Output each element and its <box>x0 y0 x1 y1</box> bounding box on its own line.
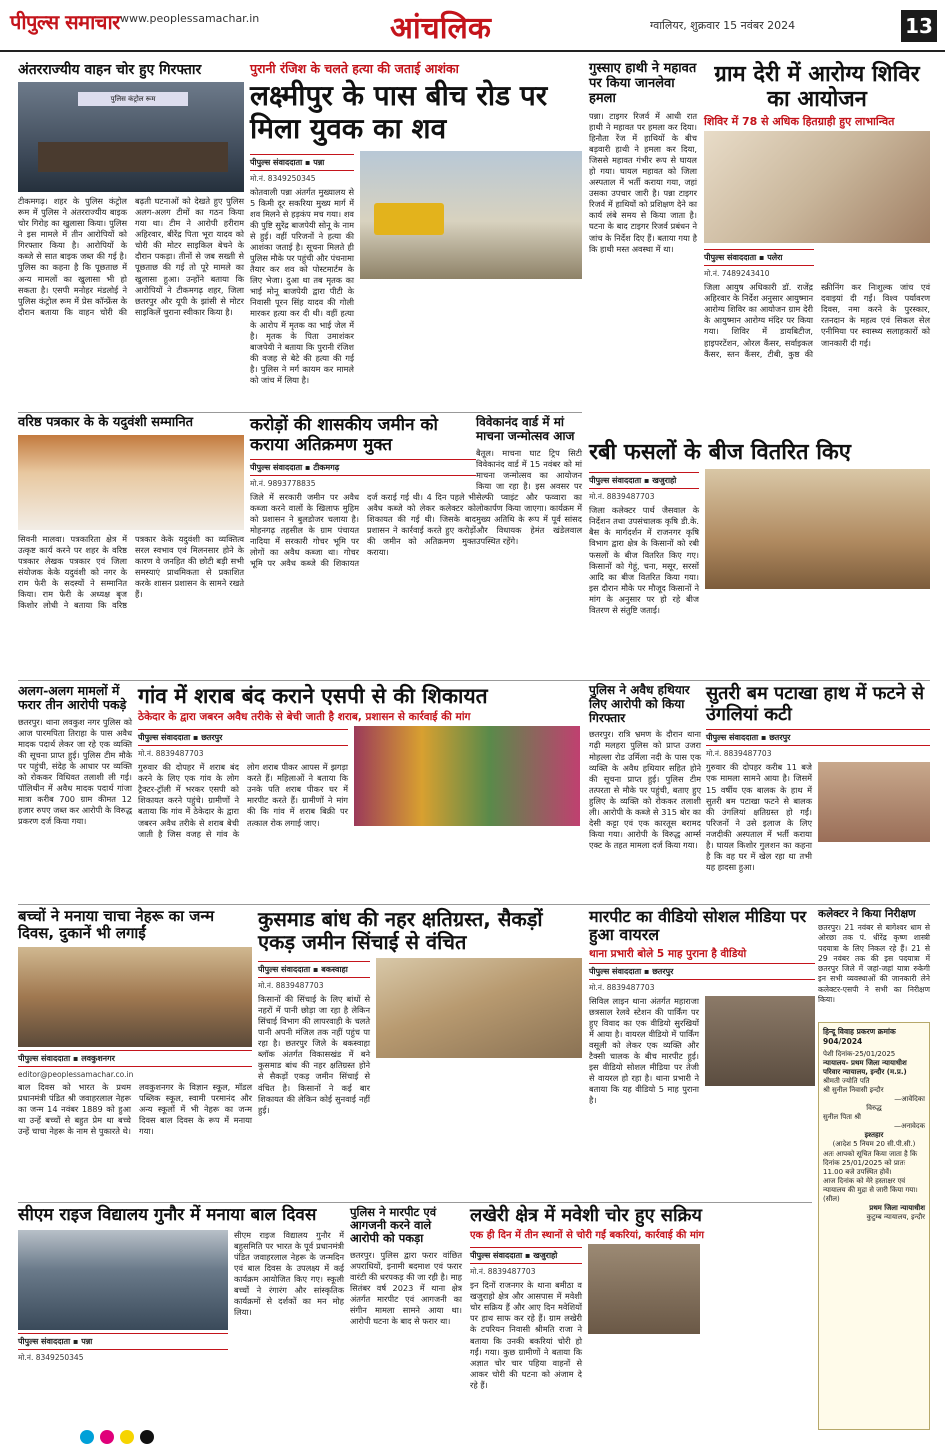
headline: लक्ष्मीपुर के पास बीच रोड पर मिला युवक का शव <box>250 79 548 145</box>
rule <box>18 412 582 413</box>
story-text: जिला आयुष अधिकारी डॉ. राजेंद्र अहिरवार के निर्देश अनुसार आयुष्मान आरोग्य शिविर का आयोजन ग्राम देरी के आयुष्मान आरोग्य मंदिर पर किया गया। शिविर में डायबिटीज, हाइपरटेंशन, ओरल कैंसर, सर्वाइकल कैंसर, स्तन कैंसर, टीबी, कुष्ठ की स्क्रीनिंग कर निःशुल्क जांच एवं दवाइयां दी गईं। विश्व पर्यावरण दिवस, नमा करने के पुरस्कार, रतनदान के महत्व एवं सिकल सेल एनीमिया पर स्वास्थ्य सलाहकारों को जानकारी दी गई। <box>704 282 930 359</box>
byline: पीपुल्स संवाददाता <box>470 1251 523 1261</box>
email: editor@peoplessamachar.co.in <box>18 1069 134 1079</box>
byline: पीपुल्स संवाददाता <box>589 966 642 976</box>
subhead: थाना प्रभारी बोले 5 माह पुराना है वीडियो <box>589 947 747 960</box>
headline: सीएम राइज विद्यालय गुनौर में मनाया बाल दिवस <box>18 1205 317 1225</box>
story-text: छतरपुर। रात्रि भ्रमण के दौरान थाना गढ़ी मलहरा पुलिस को प्राप्त उजरा मोहल्ला रोड उर्मिला नदी के पास एक व्यक्ति के अवैध हथियार सहित होने की सूचना प्राप्त हुई। पुलिस टीम तत्परता से मौके पर पहुंची, बताए हुए हुलिए के व्यक्ति को रोककर तलाशी ली। आरोपी के कब्जे से 315 बोर का देसी कट्टा एवं एक कारतूस बरामद किया गया। आरोपी के विरुद्ध आर्म्स एक्ट के तहत मामला दर्ज किया गया। <box>589 729 701 851</box>
story-illegal-weapon <box>589 684 701 900</box>
headline: सुतरी बम पटाखा हाथ में फटने से उंगलियां कटी <box>706 683 925 725</box>
registration-dot-cyan <box>80 1430 94 1444</box>
phone: मो.नं. 9893778835 <box>250 479 316 489</box>
story-body-found <box>250 62 582 408</box>
byline: पीपुल्स संवाददाता <box>18 1336 71 1346</box>
ad-line: श्रीमती ज्योति पति <box>823 1076 870 1085</box>
phone: मो.नं. 8349250345 <box>250 173 316 183</box>
headline: करोड़ों की शासकीय जमीन को कराया अतिक्रमण मुक्त <box>250 415 438 455</box>
story-viral-video <box>589 908 815 1184</box>
table-shape <box>38 142 228 172</box>
story-text: जिला कलेक्टर पार्थ जैसवाल के निर्देशन तथा उपसंचालक कृषि डी.के. बैस के मार्गदर्शन में राजनगर कृषि विभाग द्वारा क्षेत्र के किसानों को रबी फसलों के बीज वितरित किए गए। किसानों को गेहूं, चना, मसूर, सरसों आदि का बीज वितरित किया गया। इस दौरान मौके पर मौजूद किसानों ने मांग के अनुसार पर हो रहे बीज वितरण से संतुष्टि जताई। <box>589 505 699 615</box>
ad-title: हिन्दू विवाह प्रकरण क्रमांक 904/2024 <box>823 1027 896 1046</box>
ad-line: (आदेश 5 नियम 20 सी.पी.सी.) <box>832 1140 916 1149</box>
story-liquor-complaint <box>138 684 582 900</box>
ad-line: प्रथम जिला न्यायाधीश <box>869 1204 925 1213</box>
story-text: गुरुवार की दोपहर में शराब बंद करने के लिए एक गांव के लोग ट्रैक्टर-ट्रॉली में भरकर एसपी को शिकायत करने पहुंचे। ग्रामीणों ने बताया कि गांव में ठेकेदार के द्वारा जबरन अवैध तरीके से शराब बेची जाती है जिस वजह से गांव के लोग शराब पीकर आपस में झगड़ा करते हैं। महिलाओं ने बताया कि उनके पति शराब पीकर घर में मारपीट करते हैं। ग्रामीणों ने मांग की कि गांव में शराब बिक्री पर तत्काल रोक लगाई जाए। <box>138 762 348 839</box>
story-text: पन्ना। टाइगर रिजर्व में आधी रात हाथी ने महावत पर हमला कर दिया। हिनौता रेंज में हाथियों के बीच बड़वारी हाथी ने हमला कर दिया, जिससे महावत गंभीर रूप से घायल हो गया। घायल महावत को जिला अस्पताल में भर्ती कराया गया, जहां उसका उपचार जारी है। पन्ना टाइगर रिजर्व में हाथियों को प्रशिक्षण देने का कार्य लंबे समय से किया जाता है। घटना के बाद टाइगर रिजर्व प्रबंधन ने जांच के निर्देश दिए हैं। बताया गया है कि हाथी मस्त अवस्था में था। <box>589 110 697 254</box>
story-firecracker-injury <box>706 684 930 900</box>
phone: मो.नं. 8839487703 <box>138 749 204 759</box>
story-seed-distribution <box>589 440 930 678</box>
headline: गांव में शराब बंद कराने एसपी से की शिकायत <box>138 684 488 708</box>
headline: कलेक्टर ने किया निरीक्षण <box>818 908 916 920</box>
rule <box>18 680 930 681</box>
story-journalist-honored <box>18 416 244 676</box>
headline: लखेरी क्षेत्र में मवेशी चोर हुए सक्रिय <box>470 1205 702 1226</box>
ad-line: परिवार न्यायालय, इन्दौर (म.प्र.) <box>823 1067 907 1076</box>
story-text: सिवनी मालवा। पत्रकारिता क्षेत्र में उत्कृष्ट कार्य करने पर शहर के वरिष्ठ पत्रकार लेखक पत्रकार एवं जिला संयोजक केके यदुवंशी को नगर के राम फेरी के सदस्यों ने सम्मानित किया। राम फेरी के अध्यक्ष बृज किशोर लोधी ने बताया कि वरिष्ठ पत्रकार केके यदुवंशी का व्यक्तित्व सरल स्वभाव एवं मिलनसार होने के कारण वे जनहित की छोटी बड़ी सभी समस्याएं प्राथमिकता से प्रकाशित करके शासन प्रशासन के सामने रखते हैं। <box>18 533 244 611</box>
story-text: छतरपुर। पुलिस द्वारा फरार वांछित अपराधियों, इनामी बदमाश एवं फरार वारंटी की धरपकड़ की जा रही है। माह सितंबर वर्ष 2023 में थाना क्षेत्र अंतर्गत मारपीट एवं आगजनी का संगीन मामला सामने आया था। आरोपी घटना के बाद से फरार था। <box>350 1249 462 1327</box>
byline: पीपुल्स संवाददाता <box>250 157 303 167</box>
headline: पुलिस ने मारपीट एवं आगजनी करने वाले आरोपी को पकड़ा <box>350 1205 437 1246</box>
headline: पुलिस ने अवैध हथियार लिए आरोपी को किया गिरफ्तार <box>589 683 690 725</box>
ad-line: अतः आपको सूचित किया जाता है कि दिनांक 25/01/2025 को प्रातः 11.00 बजे उपस्थित होवें। <box>823 1149 918 1176</box>
byline-row: पीपुल्स संवाददाता ▪ खजुराहो <box>470 1247 582 1264</box>
ad-line: आज दिनांक को मेरे हस्ताक्षर एवं न्यायालय की मुद्रा से जारी किया गया। <box>823 1176 918 1194</box>
school-fair-photo <box>18 947 252 1047</box>
story-elephant-attack <box>589 62 697 436</box>
byline-row: पीपुल्स संवाददाता ▪ खजुराहो <box>589 472 699 489</box>
byline-row: पीपुल्स संवाददाता ▪ पलेरा <box>704 249 814 266</box>
story-cattle-thieves <box>470 1206 812 1428</box>
story-text: गुरुवार की दोपहर करीब 11 बजे एक मामला सामने आया है। जिसमें 15 वर्षीय एक बालक के हाथ में सुतरी बम पटाखा फटने से बालक की उंगलियां क्षतिग्रस्त हो गईं। परिजनों ने उसे इलाज के लिए नजदीकी अस्पताल में भर्ती कराया है। घायल किशोर गुलशन का कहना है कि वह घर में खेल रहा था तभी यह हादसा हुआ। <box>706 762 812 872</box>
byline-row: पीपुल्स संवाददाता ▪ छतरपुर <box>138 729 348 746</box>
school-bus-shape <box>374 203 444 235</box>
ad-line: न्यायालय- प्रथम जिला न्यायाधीश <box>823 1058 907 1067</box>
story-childrens-day-shops <box>18 908 252 1198</box>
phone: मो.नं. 8839487703 <box>589 982 655 992</box>
headline: वरिष्ठ पत्रकार के के यदुवंशी सम्मानित <box>18 415 194 430</box>
rule <box>18 904 930 905</box>
felicitation-photo <box>18 435 244 530</box>
story-machna-festival <box>476 416 582 676</box>
story-cm-rise-school <box>18 1206 344 1428</box>
story-arson-accused <box>350 1206 462 1428</box>
health-camp-photo <box>704 131 930 243</box>
story-text: सीएम राइज विद्यालय गुनौर में बहुसमिति पर भारत के पूर्व प्रधानमंत्री पंडित जवाहरलाल नेहरू के जन्मदिन एवं बाल दिवस के उपलक्ष्य में कई कार्यक्रम आयोजित किए गए। स्कूली बच्चों ने रंगारंग और सांस्कृतिक कार्यक्रमों से दर्शकों का मन मोह लिया। <box>234 1229 344 1317</box>
byline: पीपुल्स संवाददाता <box>138 733 191 743</box>
ad-line: सुनील पिता श्री <box>823 1113 861 1122</box>
byline: पीपुल्स संवाददाता <box>18 1053 71 1063</box>
byline-row: पीपुल्स संवाददाता ▪ छतरपुर <box>589 963 815 980</box>
byline: पीपुल्स संवाददाता <box>706 733 759 743</box>
byline-row: पीपुल्स संवाददाता ▪ पन्ना <box>18 1333 228 1350</box>
registration-dot-black <box>140 1430 154 1444</box>
story-text: जिले में सरकारी जमीन पर अवैध कब्जा करने वालों के खिलाफ मुहिम को प्रशासन ने बुलडोजर चलाया है। मोहनगढ़ तहसील के ग्राम पंचायत नादिया में सरकारी गोचर भूमि पर लोगों का अवैध कब्जा था। गोचर भूमि पर अवैध कब्जे की शिकायत दर्ज कराई गई थी। 4 दिन पहले भी अवैध कब्जे को लेकर कलेक्टर को शिकायत की गई थी। जिसके बाद प्रशासन ने कार्रवाई करते हुए करोड़ों की जमीन को अतिक्रमण मुक्त कराया। <box>250 492 476 569</box>
story-text: सिविल लाइन थाना अंतर्गत महाराजा छत्रसाल रेलवे स्टेशन की पार्किंग पर हुए विवाद का एक वीडियो सुरखियों में आया है। वायरल वीडियो में पार्किंग वसूली को लेकर एक व्यक्ति और टैक्सी चालक के बीच मारपीट हुई। इस वीडियो सोशल मीडिया पर तेजी से वायरल हो रहा है। थाना प्रभारी ने बताया कि यह वीडियो 5 माह पुराना है। <box>589 995 699 1106</box>
headline: गुस्साए हाथी ने महावत पर किया जानलेवा हमला <box>589 61 697 106</box>
headline: बच्चों ने मनाया चाचा नेहरू का जन्म दिवस, दुकानें भी लगाईं <box>18 907 215 943</box>
page-number: 13 <box>901 10 937 42</box>
headline: विवेकानंद वार्ड में मां माचना जन्मोत्सव आज <box>476 415 575 443</box>
story-collector-inspection <box>818 908 930 1018</box>
story-encroachment <box>250 416 476 676</box>
goats-photo <box>588 1244 700 1334</box>
byline-place: टीकमगढ़ <box>313 463 340 473</box>
story-text: किसानों की सिंचाई के लिए बांधों से नहरों में पानी छोड़ा जा रहा है लेकिन सिंचाई विभाग की लापरवाही के चलते पानी अपनी मंजिल तक नहीं पहुंच पा रहा है। छतरपुर जिले के बकस्वाहा ब्लॉक अंतर्गत विकासखंड में बने कुसमाड बांध की नहर क्षतिग्रस्त होने से सैकड़ों एकड़ जमीन सिंचाई से वंचित है। किसानों ने कई बार शिकायत की लेकिन कोई सुनवाई नहीं हुई। <box>258 994 370 1115</box>
seed-distribution-photo <box>705 469 930 589</box>
villagers-photo <box>354 726 580 826</box>
story-text: छतरपुर। 21 नवंबर से बागेश्वर धाम से ओरछा तक पं. धीरेंद्र कृष्ण शास्त्री पदयात्रा के लिए निकल रहे हैं। 21 से 29 नवंबर तक की इस पदयात्रा में छतरपुर जिले में जहां-जहां यात्रा रुकेगी इन सभी व्यवस्थाओं की जानकारी लेने कलेक्टर-एसपी ने सभी का निरीक्षण किया। <box>818 923 930 1004</box>
ad-line: —अनावेदक <box>893 1122 925 1131</box>
section-title: आंचलिक <box>390 11 491 46</box>
students-photo <box>18 1230 228 1330</box>
byline-place: बकस्वाहा <box>321 965 348 974</box>
phone: मो.नं. 8839487703 <box>258 981 324 990</box>
fight-video-still <box>705 996 815 1086</box>
page-header <box>0 0 945 52</box>
phone: मो.नं. 8839487703 <box>589 492 655 502</box>
byline-place: पलेरा <box>767 253 783 263</box>
byline-place: छतरपुर <box>201 733 223 743</box>
headline: कुसमाड बांध की नहर क्षतिग्रस्त, सैकड़ों एकड़ जमीन सिंचाई से वंचित <box>258 907 543 954</box>
ad-line: श्री सुनील निवासी इन्दौर <box>823 1085 884 1094</box>
headline: रबी फसलों के बीज वितरित किए <box>589 440 851 465</box>
registration-dot-magenta <box>100 1430 114 1444</box>
story-text: कोतवाली पन्ना अंतर्गत मुख्यालय से 5 किमी दूर सकरिया मुख्य मार्ग में शव मिलने से हड़कंप मच गया। शव की पुष्टि सुरेंद्र बाजपेयी सोनू के नाम से हुई। वहीं परिजनों ने हत्या की आशंका जताई है। सूचना मिलते ही पुलिस मौके पर पहुंची और पंचनामा तैयार कर शव को पोस्टमार्टम के लिए भेजा। दुआ था तब मृतक का भाई मोनू बाजपेयी द्वारा पीटी के निवासी पूरन सिंह यादव की गोली मारकर हत्या कर दी थी। वहीं हत्या के आरोप में मृतक का भाई जेल में है। मृतक के पिता उमाशंकर बाजपेयी ने बताया कि पुरानी रंजिश की वजह से बेटे की हत्या की गई है। पुलिस ने मर्ग कायम कर मामले को जांच में लिया है। <box>250 186 354 385</box>
byline: पीपुल्स संवाददाता <box>704 253 757 263</box>
legal-notice-ad <box>818 1022 930 1430</box>
headline: अंतरराज्यीय वाहन चोर हुए गिरफ्तार <box>18 62 202 78</box>
story-vehicle-thieves <box>18 62 244 408</box>
press-conference-photo <box>18 82 244 192</box>
byline-place: लवकुशनगर <box>81 1053 115 1063</box>
headline: मारपीट का वीडियो सोशल मीडिया पर हुआ वायरल <box>589 907 807 945</box>
byline-place: पन्ना <box>313 157 325 167</box>
story-text: इन दिनों राजनगर के थाना बमीठा व खजुराहो क्षेत्र और आसपास में मवेशी चोर सक्रिय हैं और आए दिन मवेशियों पर हाथ साफ कर रहे हैं। ग्राम लखेरी के टपरियन निवासी श्रीमति राजा ने बताया कि उनकी बकरियां चोरी हो गईं। गया। कुछ ग्रामीणों ने बताया कि अज्ञात चोर चार पहिया वाहनों से आकर चोरी की घटना को अंजाम दे रहे हैं। <box>470 1280 582 1390</box>
byline: पीपुल्स संवाददाता <box>589 476 642 486</box>
registration-dot-yellow <box>120 1430 134 1444</box>
story-text: छतरपुर। थाना लवकुश नगर पुलिस को आज पारमपिता तिराहा के पास अवैध मादक पदार्थ लेकर जा रहे एक व्यक्ति की सूचना प्राप्त हुई। पुलिस टीम मौके पर पहुंची, संदेह के आधार पर व्यक्ति को रोककर विधिवत तलाशी ली गई। पॉलिथीन में अवैध मादक पदार्थ गांजा मात्रा करीब 700 ग्राम कीमत 12 हजार रुपए जब्त कर आरोपी के विरुद्ध प्रकरण दर्ज किया गया। <box>18 716 132 827</box>
byline-row: पीपुल्स संवाददाता ▪ टीकमगढ़ <box>250 459 476 476</box>
byline: पीपुल्स संवाददाता <box>258 965 311 974</box>
ad-line: विरुद्ध <box>866 1104 882 1113</box>
story-health-camp <box>704 62 930 438</box>
phone: मो.नं. 7489243410 <box>704 269 770 279</box>
headline: ग्राम देरी में आरोग्य शिविर का आयोजन <box>714 62 920 113</box>
byline-place: खजुराहो <box>652 476 677 486</box>
byline-place: खजुराहो <box>533 1251 558 1261</box>
ad-line: (सील) <box>823 1195 840 1203</box>
byline-place: पन्ना <box>81 1336 93 1346</box>
byline-row: पीपुल्स संवाददाता ▪ बकस्वाहा <box>258 961 370 978</box>
subhead: ठेकेदार के द्वारा जबरन अवैध तरीके से बेची जाती है शराब, प्रशासन से कार्रवाई की मांग <box>138 711 471 724</box>
byline-row: पीपुल्स संवाददाता ▪ पन्ना <box>250 154 354 171</box>
dateline: ग्वालियर, शुक्रवार 15 नवंबर 2024 <box>650 19 796 32</box>
subhead: शिविर में 78 से अधिक हितग्राही हुए लाभान्वित <box>704 114 895 128</box>
ad-line: इश्तहार <box>864 1131 884 1140</box>
story-text: बाल दिवस को भारत के प्रथम प्रधानमंत्री पंडित श्री जवाहरलाल नेहरू का जन्म 14 नवंबर 1889 को हुआ था उन्हें बच्चों से बहुत प्रेम था बच्चे उन्हें चाचा नेहरू के नाम से पुकारते थे। लवकुशनगर के विज्ञान स्कूल, मॉडल पब्लिक स्कूल, स्वामी परमानंद और अन्य स्कूलों में भी नेहरू का जन्म दिवस बाल दिवस के रूप में मनाया गया। <box>18 1081 252 1136</box>
phone: मो.नं. 8839487703 <box>706 749 772 759</box>
story-three-arrested <box>18 684 132 900</box>
story-canal-damage <box>258 908 582 1198</box>
byline-place: छतरपुर <box>769 733 791 743</box>
logo-text: पीपुल्स समाचार <box>10 10 120 34</box>
phone: मो.नं. 8349250345 <box>18 1352 84 1362</box>
byline: पीपुल्स संवाददाता <box>250 463 303 473</box>
phone: मो.नं. 8839487703 <box>470 1267 536 1277</box>
ad-line: पेशी दिनांक-25/01/2025 <box>823 1049 896 1058</box>
website-url: www.peoplessamachar.in <box>120 12 260 25</box>
byline-row: पीपुल्स संवाददाता ▪ लवकुशनगर <box>18 1050 252 1067</box>
subhead: एक ही दिन में तीन स्थानों से चोरी गईं बकरियां, कार्रवाई की मांग <box>470 1229 705 1241</box>
rule <box>18 1202 812 1203</box>
byline-row: पीपुल्स संवाददाता ▪ छतरपुर <box>706 729 930 746</box>
injured-boy-photo <box>818 762 930 842</box>
photo-banner-label: पुलिस कंट्रोल रूम <box>78 92 188 106</box>
headline: अलग-अलग मामलों में फरार तीन आरोपी पकड़े <box>18 683 127 713</box>
ad-line: कुटुम्ब न्यायालय, इन्दौर <box>866 1213 925 1222</box>
byline-place: छतरपुर <box>652 966 674 976</box>
damaged-canal-photo <box>376 958 582 1058</box>
story-text: टीकमगढ़। शहर के पुलिस कंट्रोल रूम में पुलिस ने अंतरराज्यीय बाइक चोर गिरोह का खुलासा किया। पुलिस ने इस मामले में तीन आरोपियों को गिरफ्तार किया है। आरोपियों के कब्जे से सात बाइक जब्त की गई है। पुलिस का कहना है कि पूछताछ में अन्य मामलों का खुलासा भी हो सकता है। एसपी मनोहर मंडलोई ने पुलिस कंट्रोल रूम में प्रेस कॉन्फ्रेंस के दौरान बताया कि वाहन चोरी की बढ़ती घटनाओं को देखते हुए पुलिस अलग-अलग टीमों का गठन किया गया था। टीम ने आरोपी हरीराम अहिरवार, बीरेंद्र पिता भूरा यादव को चोरी की मोटर साइकिल बेचने के दौरान पकड़ा। तीनों से जब सख्ती से पूछताछ की गई तो पूरे मामले का खुलासा हुआ। उन्होंने बताया कि आरोपियों ने टीकमगढ़ शहर, जिला छतरपुर और यूपी के झांसी से मोटर साइकिलें चुराना स्वीकार किया है। <box>18 196 244 317</box>
story-text: बैतूल। माचना घाट ट्रिप सिटी विवेकानंद वार्ड में 15 नवंबर को मां माचना जन्मोत्सव का आयोजन किया जा रहा है। इस अवसर पर सेल्फी प्वाइंट और फव्वारा का लोकार्पण किया जाएगा। कार्यक्रम में मुख्य अतिथि के रूप में पूर्व सांसद और विधायक हेमंत खंडेलवाल उपस्थित रहेंगे। <box>476 447 582 547</box>
kicker: पुरानी रंजिश के चलते हत्या की जताई आशंका <box>250 61 459 76</box>
road-photo <box>360 151 582 279</box>
ad-line: —आवेदिका <box>894 1094 925 1103</box>
